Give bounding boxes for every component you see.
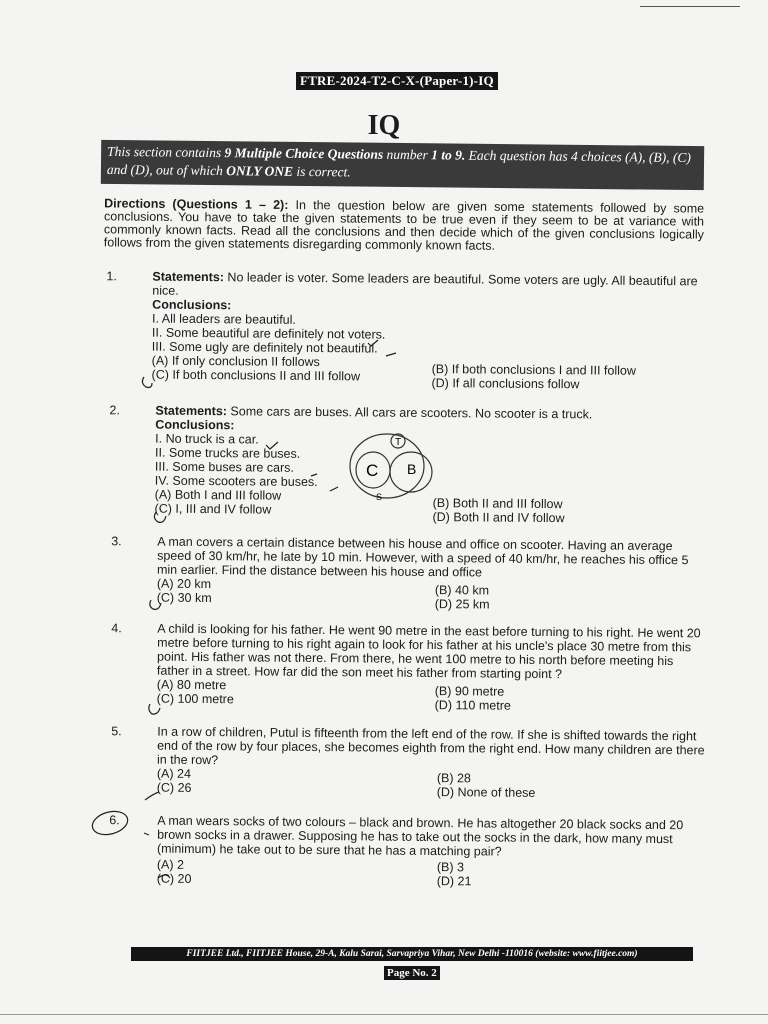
- banner-text-3: Each question has 4 choices (A), (B), (C) and (D), out of which: [106, 147, 692, 179]
- option-d[interactable]: (D) If all conclusions follow: [431, 376, 580, 392]
- options-grid: [157, 856, 707, 891]
- footer-address: FIITJEE Ltd., FIITJEE House, 29-A, Kalu Sarai, Sarvapriya Vihar, New Delhi -110016 (website: www.fiitjee.com): [131, 947, 693, 961]
- option-c[interactable]: (C) If both conclusions II and III follow: [151, 367, 361, 384]
- dash-mark-icon: [144, 833, 149, 835]
- option-d[interactable]: (D) 21: [436, 874, 472, 889]
- bottom-edge-line: [0, 1014, 768, 1015]
- venn-label-b: B: [407, 461, 417, 477]
- option-b[interactable]: (B) 3: [436, 860, 465, 875]
- question-number: 4.: [111, 621, 122, 636]
- question-text: A man covers a certain distance between his house and office on scooter. Having an average speed of 30 km/hr, he late by 10 min. However, with a speed of 40 km/hr, he reaches his office 5 min earlier. Find the distance between his house and office: [156, 534, 689, 580]
- conclusion-1: I. No truck is a car.: [155, 431, 259, 447]
- directions-paragraph: [104, 197, 704, 254]
- section-title: IQ: [367, 110, 401, 141]
- statements-label: Statements:: [152, 269, 225, 285]
- venn-label-t: T: [395, 437, 402, 448]
- statements-text: No leader is voter. Some leaders are beautiful. Some voters are ugly. All beautiful are nice.: [152, 270, 698, 298]
- conclusions-label: Conclusions:: [152, 297, 232, 313]
- question-4: [111, 621, 706, 713]
- option-d[interactable]: (D) 110 metre: [434, 698, 511, 713]
- option-a[interactable]: (A) 20 km: [156, 576, 212, 592]
- banner-text-1: This section contains: [107, 143, 225, 161]
- question-6: [109, 813, 708, 891]
- venn-label-s: S: [376, 492, 383, 502]
- question-3: [111, 534, 706, 612]
- option-c[interactable]: (C) 30 km: [156, 590, 212, 606]
- conclusion-2: II. Some trucks are buses.: [155, 445, 301, 461]
- question-number: 3.: [111, 534, 122, 549]
- statements-label: Statements:: [155, 403, 228, 419]
- option-b[interactable]: (B) If both conclusions I and III follow: [431, 362, 636, 378]
- question-text: A child is looking for his father. He went 90 metre in the east before turning to his right. He went 20 metre before turning to his right again to look for his father at his uncle's place 30 metre from this point. His father was not there. From there, he went 100 metre to his north before meeting his father in a street. How far did the son meet his father from starting point ?: [156, 621, 701, 682]
- conclusion-4: IV. Some scooters are buses.: [154, 473, 318, 490]
- conclusion-2: II. Some beautiful are definitely not voters.: [151, 325, 386, 342]
- option-d[interactable]: (D) 25 km: [434, 597, 490, 612]
- option-a[interactable]: (A) If only conclusion II follows: [151, 353, 320, 370]
- conclusion-1: I. All leaders are beautiful.: [152, 311, 296, 327]
- banner-bold-2: 1 to 9.: [431, 147, 466, 163]
- banner-text-2: number: [383, 146, 432, 163]
- top-edge-line: [640, 6, 740, 7]
- conclusion-3: III. Some ugly are definitely not beautiful.: [151, 339, 378, 356]
- page-number: Page No. 2: [384, 966, 440, 980]
- option-a[interactable]: (A) 2: [156, 857, 185, 872]
- question-text: A man wears socks of two colours – black and brown. He has altogether 20 black socks and 20 brown socks in a drawer. Supposing he has to take out the socks in the dark, how many must (minimum) he take out to be sure that he has a matching pair?: [156, 813, 684, 859]
- option-c[interactable]: (C) 20: [156, 871, 192, 886]
- banner-bold-1: 9 Multiple Choice Questions: [224, 145, 384, 162]
- option-d[interactable]: (D) Both II and IV follow: [432, 510, 565, 526]
- option-c[interactable]: (C) 26: [156, 780, 192, 795]
- option-b[interactable]: (B) 40 km: [434, 583, 490, 598]
- option-d[interactable]: (D) None of these: [436, 785, 536, 800]
- venn-label-c: C: [366, 461, 379, 480]
- question-number: 6.: [109, 813, 120, 828]
- option-c[interactable]: (C) 100 metre: [156, 691, 234, 707]
- directions-label: Directions (Questions 1 – 2):: [104, 196, 289, 212]
- option-b[interactable]: (B) Both II and III follow: [432, 496, 563, 512]
- statements-text: Some cars are buses. All cars are scooters. No scooter is a truck.: [226, 404, 593, 422]
- banner-bold-3: ONLY ONE: [226, 163, 294, 179]
- conclusion-3: III. Some buses are cars.: [154, 459, 294, 475]
- question-text: In a row of children, Putul is fifteenth from the left end of the row. If she is shifted towards the right end of the row by four places, she becomes eighth from the right end. How many children are there in the row?: [156, 724, 705, 768]
- option-a[interactable]: (A) Both I and III follow: [154, 487, 282, 503]
- options-grid: [157, 577, 705, 612]
- question-number: 1.: [106, 269, 117, 284]
- paper-code: FTRE-2024-T2-C-X-(Paper-1)-IQ: [296, 72, 498, 90]
- question-1: [106, 269, 705, 392]
- option-b[interactable]: (B) 28: [436, 771, 471, 786]
- option-a[interactable]: (A) 24: [156, 766, 192, 781]
- options-grid: [157, 678, 705, 713]
- venn-diagram-sketch: [340, 428, 440, 508]
- options-grid: [151, 353, 704, 392]
- directions-text: In the question below are given some statements followed by some conclusions. You have to take the given statements to be true even if they seem to be at variance with commonly known facts. Read all the conclusions and then decide which of the given conclusions logically follows from the given statements disregarding commonly known facts.: [103, 197, 705, 253]
- option-c[interactable]: (C) I, III and IV follow: [154, 501, 272, 517]
- banner-text-4: is correct.: [292, 163, 351, 180]
- options-grid: [157, 767, 705, 802]
- conclusions-label: Conclusions:: [155, 417, 235, 433]
- question-number: 2.: [109, 403, 120, 418]
- section-instructions-banner: [101, 140, 704, 190]
- option-a[interactable]: (A) 80 metre: [156, 677, 227, 693]
- question-number: 5.: [111, 724, 122, 739]
- question-5: [111, 724, 706, 802]
- option-b[interactable]: (B) 90 metre: [434, 684, 505, 699]
